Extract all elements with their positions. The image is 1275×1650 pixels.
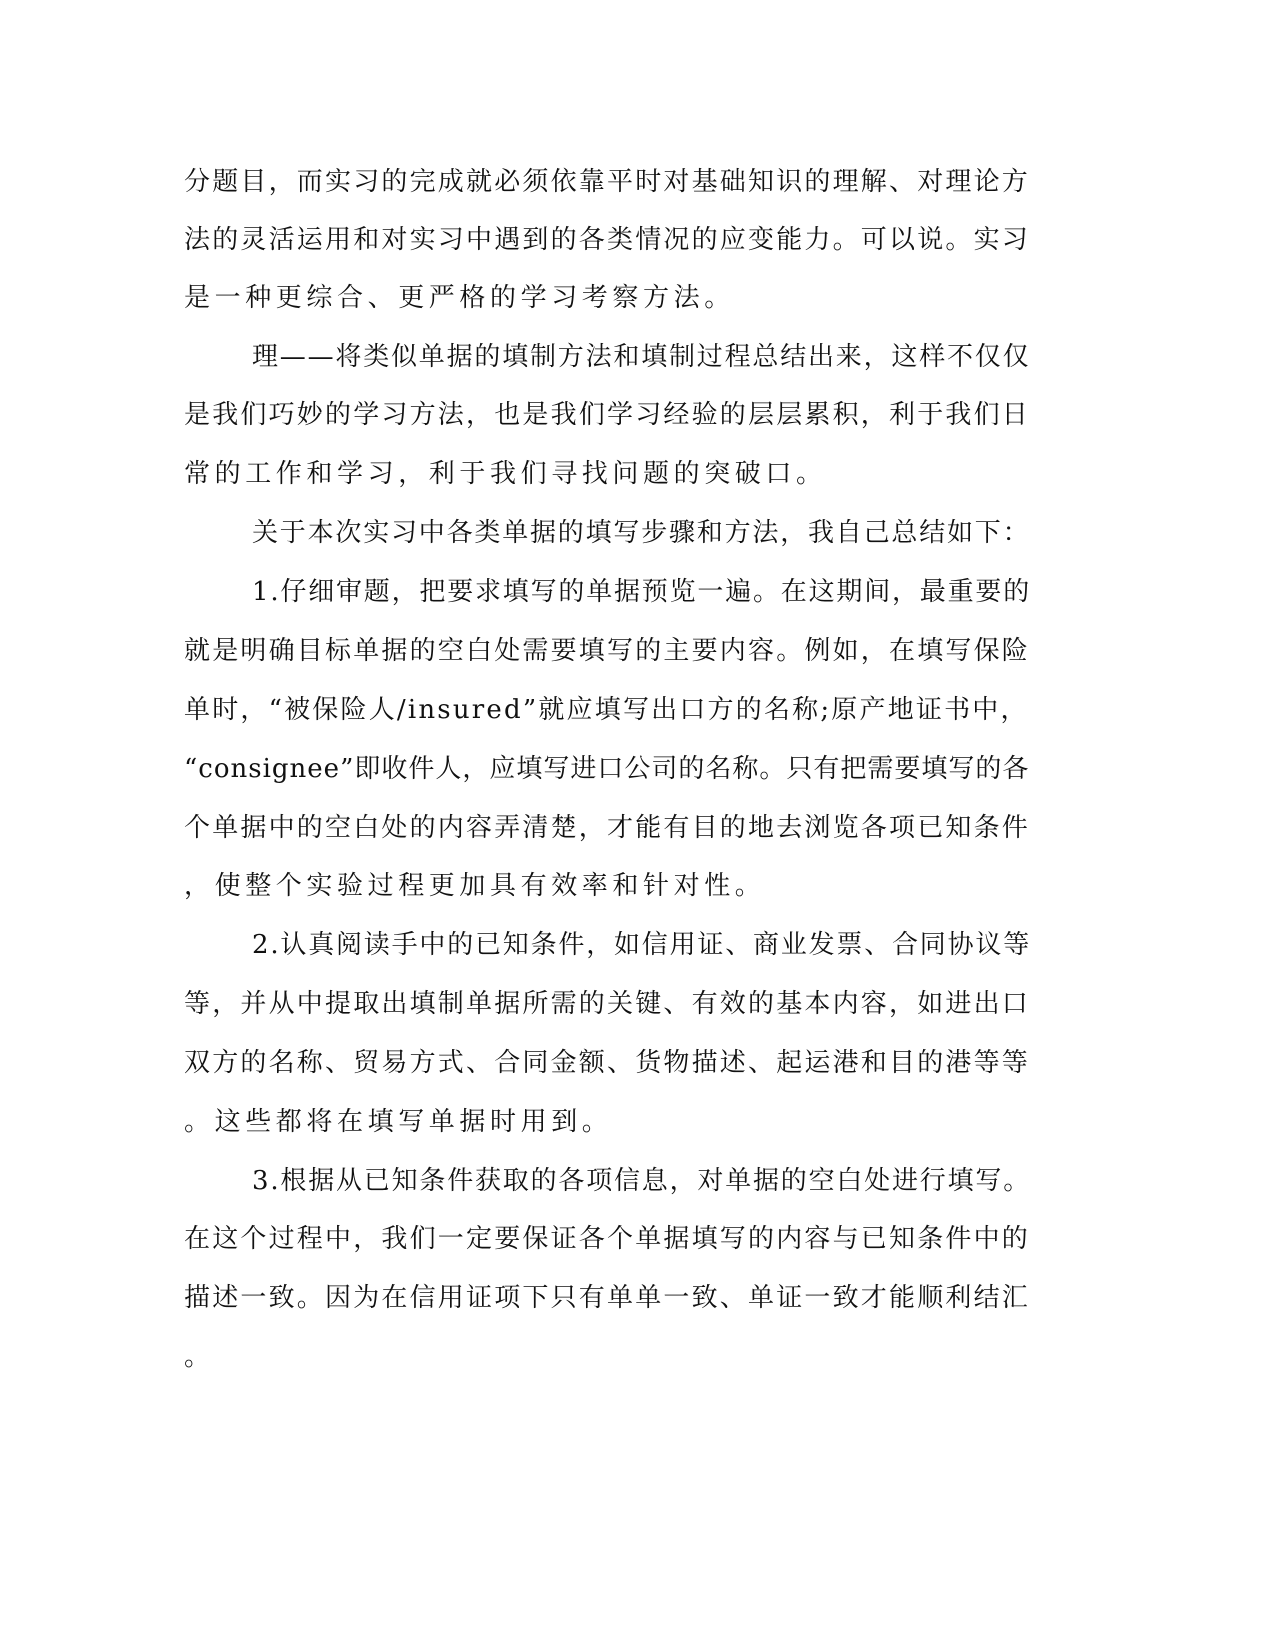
text-line: 。: [184, 1342, 215, 1372]
text-line: 法的灵活运用和对实习中遇到的各类情况的应变能力。可以说。实习: [184, 225, 1031, 255]
list-item-2-first-line: 2.认真阅读手中的已知条件，如信用证、商业发票、合同协议等: [252, 930, 1032, 960]
list-item-1-first-line: 1.仔细审题，把要求填写的单据预览一遍。在这期间，最重要的: [252, 577, 1032, 607]
text-line: 分题目，而实习的完成就必须依靠平时对基础知识的理解、对理论方: [184, 167, 1031, 197]
text-line: 是一种更综合、更严格的学习考察方法。: [184, 283, 735, 313]
paragraph-first-line: 理——将类似单据的填制方法和填制过程总结出来，这样不仅仅: [252, 342, 1031, 372]
text-line: ，使整个实验过程更加具有效率和针对性。: [184, 871, 766, 901]
text-line: 个单据中的空白处的内容弄清楚，才能有目的地去浏览各项已知条件: [184, 813, 1031, 843]
list-item-3-first-line: 3.根据从已知条件获取的各项信息，对单据的空白处进行填写。: [252, 1166, 1032, 1196]
text-line: 就是明确目标单据的空白处需要填写的主要内容。例如，在填写保险: [184, 636, 1031, 666]
paragraph-first-line: 关于本次实习中各类单据的填写步骤和方法，我自己总结如下：: [252, 518, 1031, 548]
text-line: 。这些都将在填写单据时用到。: [184, 1107, 613, 1137]
text-line: 常的工作和学习，利于我们寻找问题的突破口。: [184, 459, 827, 489]
text-line: 描述一致。因为在信用证项下只有单单一致、单证一致才能顺利结汇: [184, 1283, 1031, 1313]
text-line: 是我们巧妙的学习方法，也是我们学习经验的层层累积，利于我们日: [184, 400, 1031, 430]
text-line: 等，并从中提取出填制单据所需的关键、有效的基本内容，如进出口: [184, 989, 1031, 1019]
text-line: 单时，“被保险人/insured”就应填写出口方的名称;原产地证书中，: [184, 695, 1029, 725]
text-line: “consignee”即收件人，应填写进口公司的名称。只有把需要填写的各: [184, 754, 1030, 784]
text-line: 在这个过程中，我们一定要保证各个单据填写的内容与已知条件中的: [184, 1224, 1031, 1254]
text-line: 双方的名称、贸易方式、合同金额、货物描述、起运港和目的港等等: [184, 1048, 1031, 1078]
